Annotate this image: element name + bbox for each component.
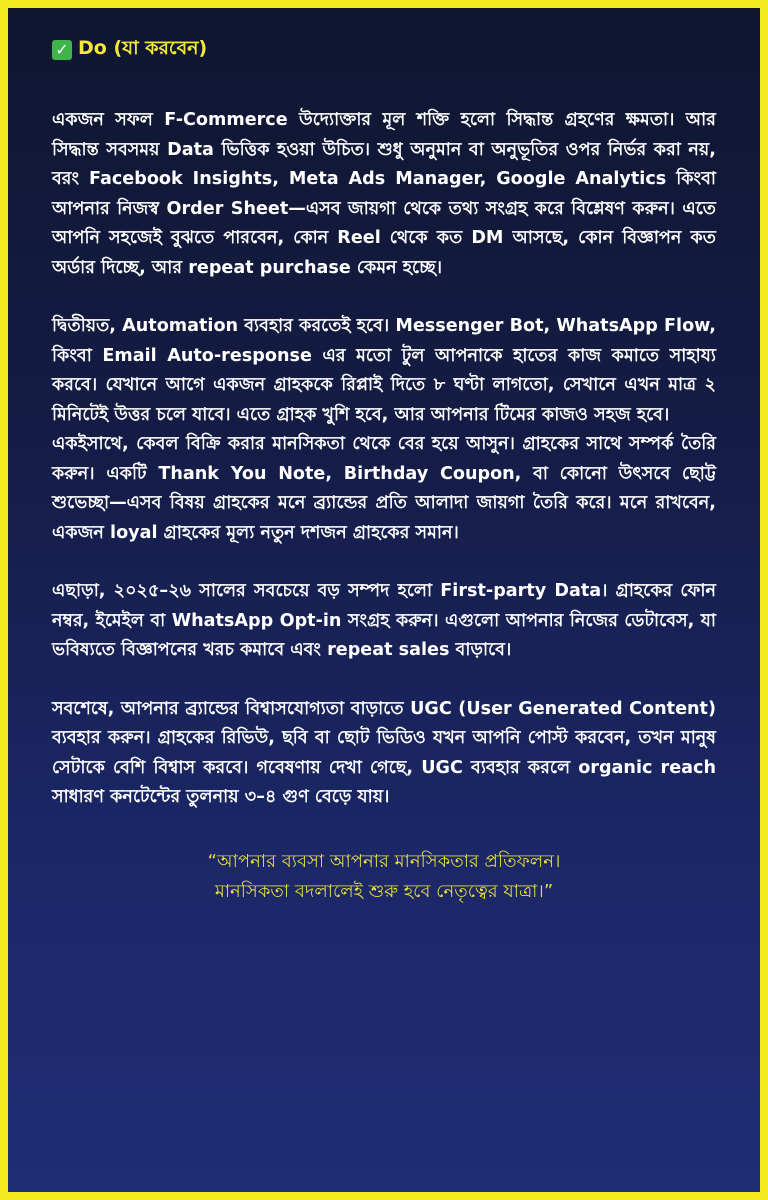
paragraph-automation: দ্বিতীয়ত, Automation ব্যবহার করতেই হবে। Messenger Bot, WhatsApp Flow, কিংবা Email Auto-response এর মতো টুল আপনাকে হাতের কাজ কমাতে সাহায্য করবে। যেখানে আগে একজন গ্রাহককে রিপ্লাই দিতে ৮ ঘণ্টা লাগতো, সেখানে এখন মাত্র ২ মিনিটেই উত্তর চলে যাবে। এতে গ্রাহক খুশি হবে, আর আপনার টিমের কাজও সহজ হবে।	[52, 316, 716, 425]
quote-line-2: মানসিকতা বদলালেই শুরু হবে নেতৃত্বের যাত্রা।”	[214, 880, 554, 902]
section-title: Do (যা করবেন)	[78, 37, 208, 59]
paragraph-relationships: একইসাথে, কেবল বিক্রি করার মানসিকতা থেকে বের হয়ে আসুন। গ্রাহকের সাথে সম্পর্ক তৈরি করুন। একটি Thank You Note, Birthday Coupon, বা কোনো উৎসবে ছোট্ট শুভেচ্ছা—এসব বিষয় গ্রাহকের মনে ব্র্যান্ডের প্রতি আলাদা জায়গা তৈরি করে। মনে রাখবেন, একজন loyal গ্রাহকের মূল্য নতুন দশজন গ্রাহকের সমান।	[52, 434, 716, 543]
section-heading	[52, 36, 716, 64]
content-panel	[8, 8, 760, 1192]
paragraph-first-party-data: এছাড়া, ২০২৫–২৬ সালের সবচেয়ে বড় সম্পদ হলো First-party Data। গ্রাহকের ফোন নম্বর, ইমেইল বা WhatsApp Opt-in সংগ্রহ করুন। এগুলো আপনার নিজের ডেটাবেস, যা ভবিষ্যতে বিজ্ঞাপনের খরচ কমাবে এবং repeat sales বাড়াবে।	[52, 581, 716, 660]
paragraph-data-decisions: একজন সফল F-Commerce উদ্যোক্তার মূল শক্তি হলো সিদ্ধান্ত গ্রহণের ক্ষমতা। আর সিদ্ধান্ত সবসময় Data ভিত্তিক হওয়া উচিত। শুধু অনুমান বা অনুভূতির ওপর নির্ভর করা নয়, বরং Facebook Insights, Meta Ads Manager, Google Analytics কিংবা আপনার নিজস্ব Order Sheet—এসব জায়গা থেকে তথ্য সংগ্রহ করে বিশ্লেষণ করুন। এতে আপনি সহজেই বুঝতে পারবেন, কোন Reel থেকে কত DM আসছে, কোন বিজ্ঞাপন কত অর্ডার দিচ্ছে, আর repeat purchase কেমন হচ্ছে।	[52, 110, 716, 278]
closing-quote	[52, 847, 716, 907]
paragraph-ugc: সবশেষে, আপনার ব্র্যান্ডের বিশ্বাসযোগ্যতা বাড়াতে UGC (User Generated Content) ব্যবহার করুন। গ্রাহকের রিভিউ, ছবি বা ছোট ভিডিও যখন আপনি পোস্ট করবেন, তখন মানুষ সেটাকে বেশি বিশ্বাস করবে। গবেষণায় দেখা গেছে, UGC ব্যবহার করলে organic reach সাধারণ কনটেন্টের তুলনায় ৩–৪ গুণ বেড়ে যায়।	[52, 698, 716, 807]
quote-line-1: “আপনার ব্যবসা আপনার মানসিকতার প্রতিফলন।	[207, 850, 561, 872]
check-mark-icon: ✓	[52, 40, 72, 60]
